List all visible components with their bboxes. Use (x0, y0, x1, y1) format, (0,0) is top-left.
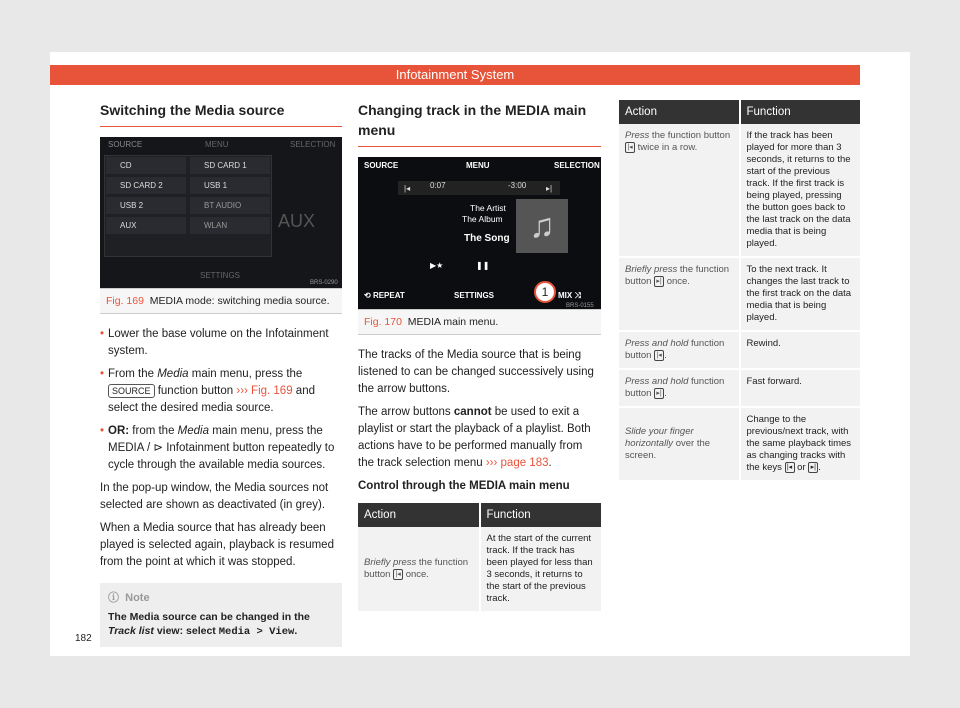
bullet-2: • From the Media main menu, press the SOURCE function button ››› Fig. 169 and select the desired media source. (100, 366, 342, 417)
source-key-icon: SOURCE (108, 384, 155, 398)
column-2 (358, 100, 601, 613)
table-row: Briefly press the function button ▸| once. To the next track. It changes the last track to the first track on the data media that is being played. (619, 257, 860, 331)
next-button-icon: ▸| (654, 276, 664, 287)
play-icon: ⊳ (153, 442, 164, 454)
figure-caption: Fig. 169 MEDIA mode: switching media source. (100, 289, 342, 314)
paragraph: In the pop-up window, the Media sources not selected are shown as deactivated (in grey). (100, 482, 329, 511)
info-icon: ⓘ (108, 592, 119, 604)
subheading: Control through the MEDIA main menu (358, 480, 570, 492)
next-track-icon[interactable]: ▸| (546, 184, 553, 193)
prev-button-icon: |◂ (625, 142, 635, 153)
table-row: Press and hold function button ▸| . Fast forward. (619, 369, 860, 407)
prev-track-icon[interactable]: |◂ (404, 184, 411, 193)
note-box: ⓘ Note The Media source can be changed in the Track list view: select Media > View. (100, 583, 342, 647)
fig-link[interactable]: ››› Fig. 169 (236, 385, 293, 397)
album-art-music-note-icon: ♫ (516, 199, 568, 253)
section-heading: Changing track in the MEDIA main menu (358, 102, 587, 138)
paragraph: When a Media source that has already been played is selected again, playback is resumed from the point at which it was stopped. (100, 522, 334, 568)
figure-170-image: SOURCE MENU SELECTION |◂ ▸| 0:07 -3:00 The Artist The Album The Song ♫ ▶★ ❚❚ ⟲ REPEAT SETTINGS MIX ⤨ 1 BRS-0155 (358, 157, 601, 310)
next-button-icon: ▸| (808, 462, 818, 473)
column-3 (619, 100, 860, 482)
bullet-3: • OR: from the Media main menu, press the MEDIA / ⊳ Infotainment button repeatedly to cycle through the available media sources. (100, 423, 342, 474)
section-heading: Switching the Media source (100, 102, 285, 118)
pause-icon[interactable]: ❚❚ (476, 261, 490, 270)
table-row: Press and hold function button |◂ . Rewind. (619, 331, 860, 369)
prev-button-icon: |◂ (654, 350, 664, 361)
prev-button-icon: |◂ (785, 462, 795, 473)
figure-169-image: SOURCE MENU SELECTION CD SD CARD 1 SD CARD 2 USB 1 USB 2 BT AUDIO AUX WLAN AUX SETTINGS BRS-0290 (100, 137, 342, 289)
paragraph: The arrow buttons cannot be used to exit a playlist or start the playback of a playlist. Both actions have to be performed manually from the track selection menu ››› page 183. (358, 406, 591, 469)
bullet-1: • Lower the base volume on the Infotainment system. (100, 326, 342, 360)
control-table: Action Function Press the function button |◂ twice in a row. If the track has been played for more than 3 seconds, it returns to the start of the previous track. If the first track is being played, pressing the button goes back to the last track on the data media that is being played. Briefly press the function button ▸| once. To the next track. It changes the last track to the first track on the data media that is being played. Press and hold function button |◂ . Rewind. Press and hold function button ▸| . Fast forward. Slide your finger horizontally over the screen. Change to the previous/next track, with the same playback times as changing tracks with the keys |◂ or ▸| . (619, 100, 860, 482)
paragraph: The tracks of the Media source that is being listened to can be changed successively using the arrow buttons. (358, 349, 594, 395)
play-favorite-icon[interactable]: ▶★ (430, 261, 444, 270)
table-row: Press the function button |◂ twice in a row. If the track has been played for more than 3 seconds, it returns to the start of the previous track. If the first track is being played, pressing the button goes back to the last track on the data media that is being played. (619, 124, 860, 257)
table-row: Slide your finger horizontally over the screen. Change to the previous/next track, with the same playback times as changing tracks with the keys |◂ or ▸| . (619, 407, 860, 481)
page-number: 182 (75, 633, 92, 644)
prev-button-icon: |◂ (393, 569, 403, 580)
table-row: Briefly press the function button |◂ once. At the start of the current track. If the track has been played for less than 3 seconds, it returns to the start of the previous track. (358, 527, 601, 612)
page-header: Infotainment System (50, 65, 860, 85)
next-button-icon: ▸| (654, 388, 664, 399)
control-table: Action Function Briefly press the function button |◂ once. At the start of the current track. If the track has been played for less than 3 seconds, it returns to the start of the previous track. (358, 503, 601, 613)
callout-1: 1 (534, 281, 556, 303)
column-1 (100, 100, 342, 647)
figure-caption: Fig. 170 MEDIA main menu. (358, 310, 601, 335)
